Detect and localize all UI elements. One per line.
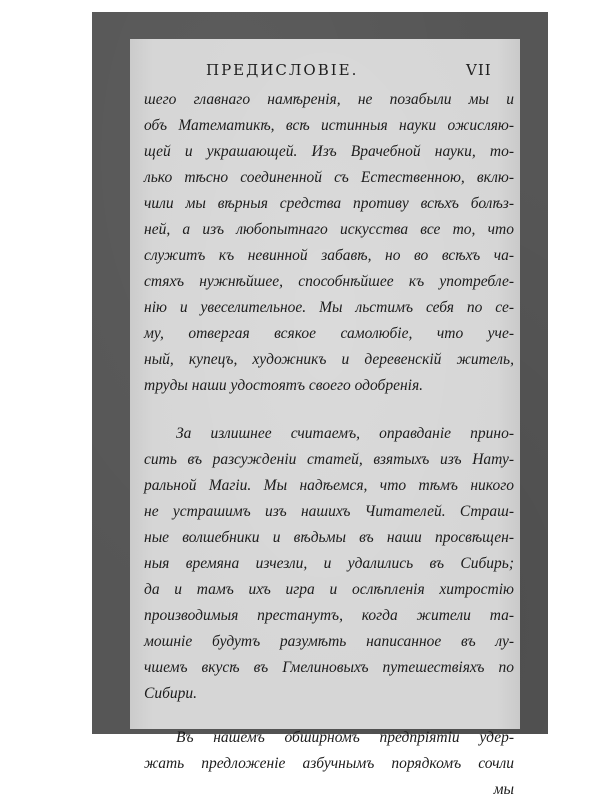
running-head-title: ПРЕДИСЛОВІЕ. (206, 61, 359, 79)
paragraph-3 (144, 725, 514, 803)
text-line: сить въ разсужденіи статей, взятыхъ изъ Нату- (144, 451, 514, 468)
text-line: ральной Магіи. Мы надѣемся, что тѣмъ никого (144, 477, 514, 494)
text-line: нію и увеселительное. Мы льстимъ себя по се- (144, 299, 514, 316)
text-line: Сибири. (144, 685, 198, 702)
paragraph-gap (144, 399, 514, 421)
text-line: да и тамъ ихъ игра и ослѣпленія хитростію (144, 581, 514, 598)
text-line: ные волшебники и вѣдьмы въ наши просвѣщен- (144, 529, 514, 546)
paragraph-2 (144, 421, 514, 707)
text-line: ный, купецъ, художникъ и деревенскій житель, (144, 351, 514, 368)
text-line: жать предложеніе азбучнымъ порядкомъ сочли (144, 755, 514, 772)
text-line: мошніе будутъ разумѣть написанное въ лу- (144, 633, 514, 650)
paragraph-1 (144, 87, 514, 399)
text-line: объ Математикѣ, всѣ истинныя науки ожисляю- (144, 117, 514, 134)
scan-background (92, 12, 548, 798)
text-line: служитъ къ невинной забавѣ, но во всѣхъ ча- (144, 247, 514, 264)
text-line: чшемъ вкусѣ въ Гмелиновыхъ путешествіяхъ по (144, 659, 514, 676)
text-line: ныя времяна изчезли, и удалились въ Сибирь; (144, 555, 514, 572)
text-line: лько тѣсно соединенной съ Естественною, вклю- (144, 169, 514, 186)
text-line: му, отвергая всякое самолюбіе, что уче- (144, 325, 514, 342)
text-line: Въ нашемъ обширномъ предпріятіи удер- (176, 729, 514, 746)
text-line: не устрашимъ изъ нашихъ Читателей. Страш- (144, 503, 514, 520)
text-line: стяхъ нужнѣйшее, способнѣйшее къ употребле- (144, 273, 514, 290)
text-line: труды наши удостоятъ своего одобренія. (144, 377, 424, 394)
text-line: ней, а изъ любопытнаго искусства все то, что (144, 221, 514, 238)
text-line: За излишнее считаемъ, оправданіе прино- (176, 425, 514, 442)
book-page (130, 39, 520, 798)
paragraph-gap (144, 707, 514, 725)
text-line: чили мы вѣрныя средства противу всѣхъ болѣз- (144, 195, 514, 212)
page-header (130, 59, 520, 81)
text-line: шего главнаго намѣренія, не позабыли мы и (144, 91, 514, 108)
text-line: щей и украшающей. Изъ Врачебной науки, то- (144, 143, 514, 160)
page-number: VII (466, 61, 492, 79)
text-line: производимыя престанутъ, когда жители та- (144, 607, 514, 624)
body-text (144, 87, 514, 803)
catchword: мы (493, 781, 514, 798)
